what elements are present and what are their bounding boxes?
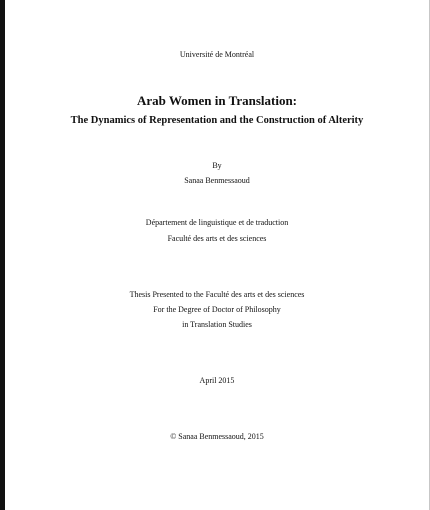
degree-line: For the Degree of Doctor of Philosophy [153,305,281,314]
field-line: in Translation Studies [182,320,252,329]
document-page [5,0,429,510]
author-name: Sanaa Benmessaoud [184,176,250,185]
copyright-notice: © Sanaa Benmessaoud, 2015 [170,432,264,441]
by-label: By [212,161,222,170]
document-subtitle: The Dynamics of Representation and the Construction of Alterity [70,115,364,126]
document-title: Arab Women in Translation: [137,93,297,108]
department-name: Département de linguistique et de traduction [145,218,289,227]
thesis-presented-line: Thesis Presented to the Faculté des arts et des sciences [129,290,305,299]
university-name: Université de Montréal [179,50,255,59]
submission-date: April 2015 [199,376,235,385]
faculty-name: Faculté des arts et des sciences [167,234,267,243]
